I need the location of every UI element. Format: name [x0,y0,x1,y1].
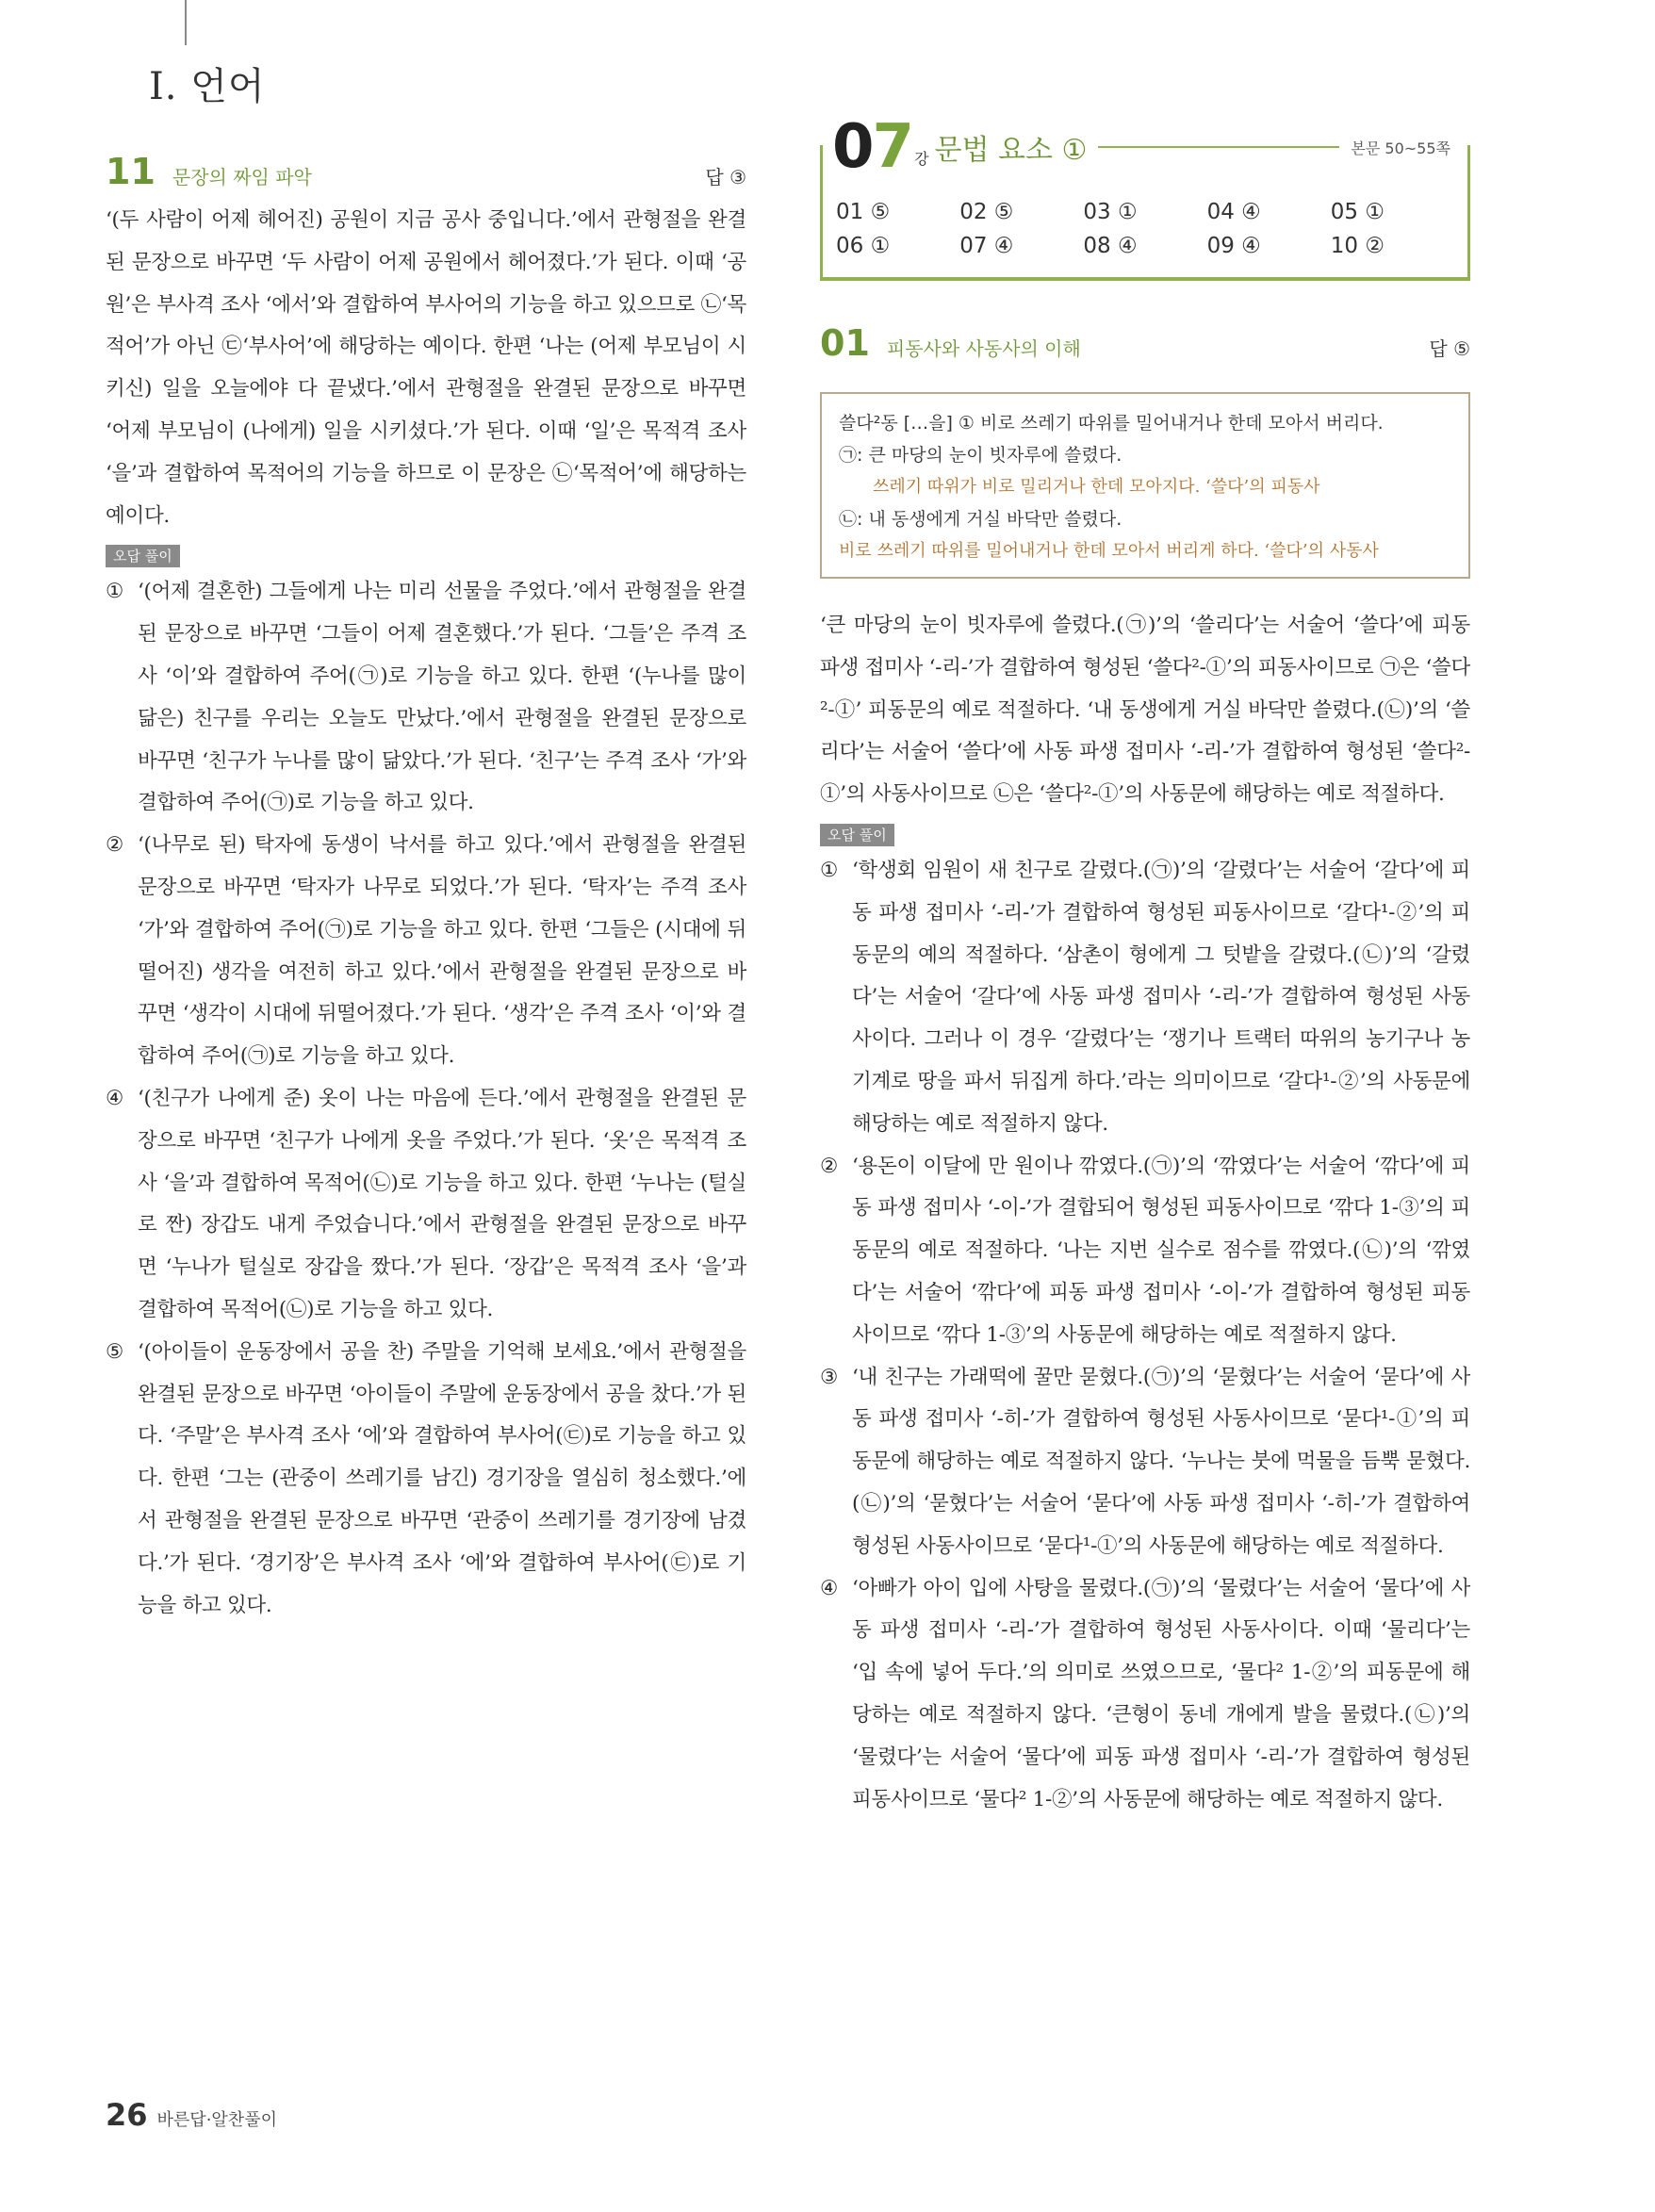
question-title: 피동사와 사동사의 이해 [886,337,1081,360]
list-item [820,1146,1470,1357]
example-note: 쓰레기 따위가 비로 밀리거나 한데 모아지다. ‘쓸다’의 피동사 [873,477,1320,497]
wrong-answer-tag: 오답 풀이 [820,824,894,846]
list-item [820,1568,1470,1822]
item-text: ‘(어제 결혼한) 그들에게 나는 미리 선물을 주었다.’에서 관형절을 완결된 문장으로 바꾸면 ‘그들이 어제 결혼했다.’가 된다. ‘그들’은 주격 조사 ‘이’와 결합하여 주어(㉠)로 기능을 하고 있다. 한편 ‘(누나를 많이 닮은) 친구를 우리는 오늘도 만났다.’에서 관형절을 완결된 문장으로 바꾸면 ‘친구가 누나를 많이 닮았다.’가 된다. ‘친구’는 주격 조사 ‘가’와 결합하여 주어(㉠)로 기능을 하고 있다. [138,580,746,815]
unit-number-seven: 7 [872,112,913,182]
item-mark: ③ [820,1365,839,1389]
right-column [820,112,1470,1821]
answer-grid [836,200,1454,258]
question-title: 문장의 짜임 파악 [172,166,312,188]
list-item [820,850,1470,1146]
item-text: ‘용돈이 이달에 만 원이나 깎였다.(㉠)’의 ‘깎였다’는 서술어 ‘깎다’에 피동 파생 접미사 ‘-이-’가 결합되어 형성된 피동사이므로 ‘깎다 1-③’의 피동문의 예로 적절하다. ‘나는 지번 실수로 점수를 깎였다.(㉡)’의 ‘깎였다’는 서술어 ‘깎다’에 피동 파생 접미사 ‘-이-’가 결합하여 형성된 피동사이므로 ‘깎다 1-③’의 사동문에 해당하는 예로 적절하지 않다. [852,1154,1470,1347]
answer-cell: 01 ⑤ [836,200,891,224]
answer-cell: 04 ④ [1206,200,1261,224]
question-number: 01 [820,322,870,364]
wrong-answer-tag: 오답 풀이 [106,545,180,567]
left-column [106,151,746,1627]
definition-box [820,392,1470,579]
answer-cell: 09 ④ [1206,234,1261,258]
question-header [820,322,1470,371]
item-mark: ② [820,1154,839,1178]
list-item [106,1078,746,1332]
answer-cell: 08 ④ [1083,234,1138,258]
unit-name: 문법 요소 ① [934,134,1088,167]
item-text: ‘아빠가 아이 입에 사탕을 물렸다.(㉠)’의 ‘물렸다’는 서술어 ‘물다’에 사동 파생 접미사 ‘-리-’가 결합하여 형성된 사동사이다. 이때 ‘물리다’는 ‘입 속에 넣어 두다.’의 의미로 쓰였으므로, ‘물다² 1-②’의 피동문에 해당하는 예로 적절하지 않다. ‘큰형이 동네 개에게 발을 물렸다.(㉡)’의 ‘물렸다’는 서술어 ‘물다’에 피동 파생 접미사 ‘-리-’가 결합하여 형성된 피동사이므로 ‘물다² 1-②’의 사동문에 해당하는 예로 적절하지 않다. [852,1576,1470,1811]
answer-cell: 03 ① [1083,200,1138,224]
item-text: ‘(친구가 나에게 준) 옷이 나는 마음에 든다.’에서 관형절을 완결된 문장으로 바꾸면 ‘친구가 나에게 옷을 주었다.’가 된다. ‘옷’은 목적격 조사 ‘을’과 결합하여 목적어(㉡)로 기능을 하고 있다. 한편 ‘누나는 (털실로 짠) 장갑도 내게 주었습니다.’에서 관형절을 완결된 문장으로 바꾸면 ‘누나가 털실로 장갑을 짰다.’가 된다. ‘장갑’은 목적격 조사 ‘을’과 결합하여 목적어(㉡)로 기능을 하고 있다. [138,1086,746,1321]
answer-cell: 07 ④ [959,234,1014,258]
explanation: ‘(두 사람이 어제 헤어진) 공원이 지금 공사 중입니다.’에서 관형절을 완결된 문장으로 바꾸면 ‘두 사람이 어제 공원에서 헤어졌다.’가 된다. 이때 ‘공원’은 부사격 조사 ‘에서’와 결합하여 부사어의 기능을 하고 있으므로 ㉡‘목적어’가 아닌 ㉢‘부사어’에 해당하는 예이다. 한편 ‘나는 (어제 부모님이 시키신) 일을 오늘에야 다 끝냈다.’에서 관형절을 완결된 문장으로 바꾸면 ‘어제 부모님이 (나에게) 일을 시키셨다.’가 된다. 이때 ‘일’은 목적격 조사 ‘을’과 결합하여 목적어의 기능을 하므로 이 문장은 ㉡‘목적어’에 해당하는 예이다. [106,208,746,528]
list-item [106,571,746,825]
item-mark: ④ [106,1086,124,1110]
example-line: ㉡: 내 동생에게 거실 바닥만 쓸렸다. [839,509,1122,530]
question-number: 11 [106,151,156,192]
list-item [106,1332,746,1628]
top-divider [185,0,187,45]
question-answer: 답 ③ [705,166,746,188]
item-mark: ⑤ [106,1339,124,1364]
answer-cell: 05 ① [1330,200,1385,224]
item-text: ‘(아이들이 운동장에서 공을 찬) 주말을 기억해 보세요.’에서 관형절을 완결된 문장으로 바꾸면 ‘아이들이 주말에 운동장에서 공을 찼다.’가 된다. ‘주말’은 부사격 조사 ‘에’와 결합하여 부사어(㉢)로 기능을 하고 있다. 한편 ‘그는 (관중이 쓰레기를 남긴) 경기장을 열심히 청소했다.’에서 관형절을 완결된 문장으로 바꾸면 ‘관중이 쓰레기를 경기장에 남겼다.’가 된다. ‘경기장’은 부사격 조사 ‘에’와 결합하여 부사어(㉢)로 기능을 하고 있다. [138,1339,746,1617]
unit-number-zero: 0 [832,112,873,182]
unit-gang: 강 [914,149,929,168]
example-line: ㉠: 큰 마당의 눈이 빗자루에 쓸렸다. [839,445,1122,466]
unit-rule [1098,146,1339,148]
question-answer: 답 ⑤ [1429,337,1470,360]
item-text: ‘(나무로 된) 탁자에 동생이 낙서를 하고 있다.’에서 관형절을 완결된 문장으로 바꾸면 ‘탁자가 나무로 되었다.’가 된다. ‘탁자’는 주격 조사 ‘가’와 결합하여 주어(㉠)로 기능을 하고 있다. 한편 ‘그들은 (시대에 뒤떨어진) 생각을 여전히 하고 있다.’에서 관형절을 완결된 문장으로 바꾸면 ‘생각이 시대에 뒤떨어졌다.’가 된다. ‘생각’은 주격 조사 ‘이’와 결합하여 주어(㉠)로 기능을 하고 있다. [138,833,746,1069]
answer-cell: 06 ① [836,234,891,258]
answer-key-box [820,112,1470,281]
item-mark: ① [820,858,839,882]
item-mark: ④ [820,1576,839,1600]
definition-line: 쓸다²동 […을] ① 비로 쓰레기 따위를 밀어내거나 한데 모아서 버리다. [839,413,1384,434]
unit-pages: 본문 50~55쪽 [1347,137,1454,158]
example-note: 비로 쓰레기 따위를 밀어내거나 한데 모아서 버리게 하다. ‘쓸다’의 사동사 [839,541,1379,561]
explanation: ‘큰 마당의 눈이 빗자루에 쓸렸다.(㉠)’의 ‘쓸리다’는 서술어 ‘쓸다’에 피동 파생 접미사 ‘-리-’가 결합하여 형성된 ‘쓸다²-①’의 피동사이므로 ㉠은 ‘쓸다²-①’ 피동문의 예로 적절하다. ‘내 동생에게 거실 바닥만 쓸렸다.(㉡)’의 ‘쓸리다’는 서술어 ‘쓸다’에 사동 파생 접미사 ‘-리-’가 결합하여 형성된 ‘쓸다²-①’의 사동사이므로 ㉡은 ‘쓸다²-①’의 사동문에 해당하는 예로 적절하다. [820,614,1470,807]
item-mark: ① [106,580,124,604]
item-text: ‘학생회 임원이 새 친구로 갈렸다.(㉠)’의 ‘갈렸다’는 서술어 ‘갈다’에 피동 파생 접미사 ‘-리-’가 결합하여 형성된 피동사이므로 ‘갈다¹-②’의 피동문의 예의 적절하다. ‘삼촌이 형에게 그 텃밭을 갈렸다.(㉡)’의 ‘갈렸다’는 서술어 ‘갈다’에 사동 파생 접미사 ‘-리-’가 결합하여 형성된 사동사이다. 그러나 이 경우 ‘갈렸다’는 ‘쟁기나 트랙터 따위의 농기구나 농기계로 땅을 파서 뒤집게 하다.’라는 의미이므로 ‘갈다¹-②’의 사동문에 해당하는 예로 적절하지 않다. [852,858,1470,1136]
page-number: 26 [106,2097,148,2133]
page-footer [106,2097,277,2133]
question-header [106,151,746,200]
list-item [820,1357,1470,1568]
unit-number [832,112,913,182]
unit-header [832,112,1458,182]
chapter-title: Ⅰ. 언어 [149,65,266,108]
answer-cell: 10 ② [1330,234,1385,258]
list-item [106,825,746,1078]
book-title: 바른답·알찬풀이 [156,2110,277,2130]
item-mark: ② [106,833,124,858]
item-text: ‘내 친구는 가래떡에 꿀만 묻혔다.(㉠)’의 ‘묻혔다’는 서술어 ‘묻다’에 사동 파생 접미사 ‘-히-’가 결합하여 형성된 사동사이므로 ‘묻다¹-①’의 피동문에 해당하는 예로 적절하지 않다. ‘누나는 붓에 먹물을 듬뿍 묻혔다.(㉡)’의 ‘묻혔다’는 서술어 ‘묻다’에 사동 파생 접미사 ‘-히-’가 결합하여 형성된 사동사이므로 ‘묻다¹-①’의 사동문에 해당하는 예로 적절하다. [852,1365,1470,1558]
answer-cell: 02 ⑤ [959,200,1014,224]
